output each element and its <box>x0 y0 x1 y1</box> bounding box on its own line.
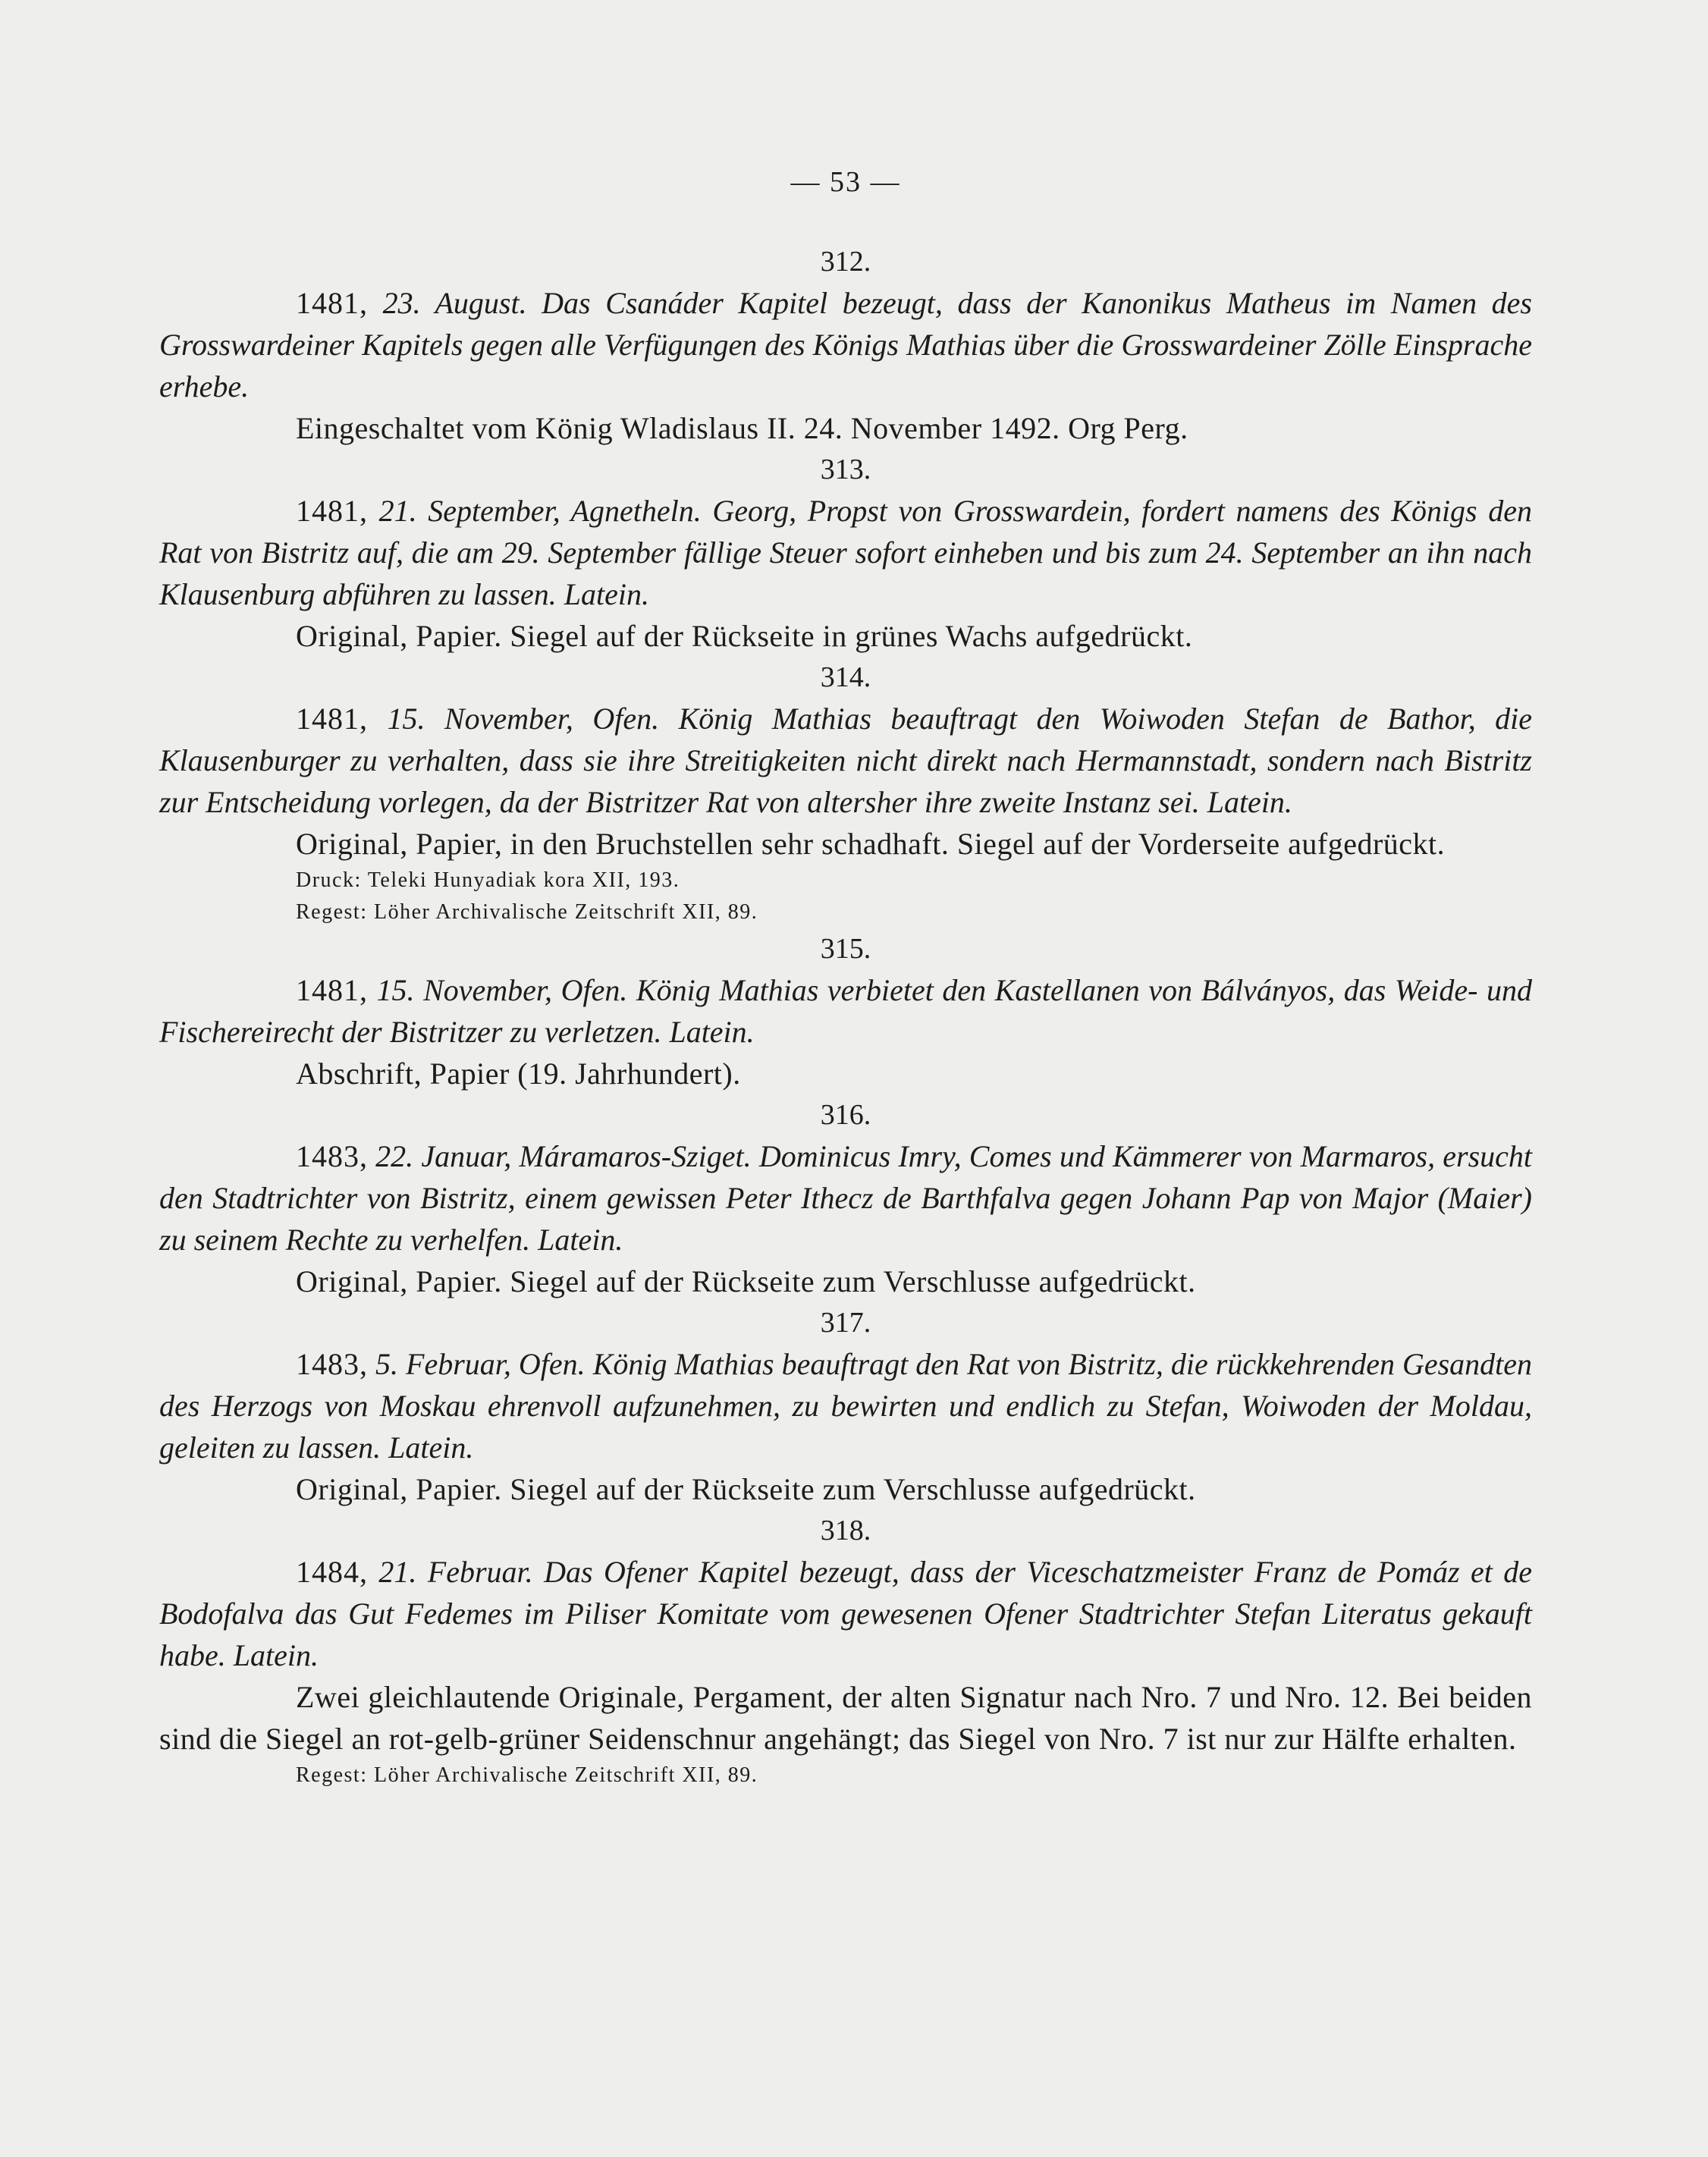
entry-year: 1481, <box>296 973 368 1007</box>
entry-312 <box>159 241 1532 449</box>
entry-313 <box>159 449 1532 657</box>
entry-317 <box>159 1302 1532 1510</box>
entry-number: 314. <box>820 661 871 693</box>
entry-315 <box>159 928 1532 1094</box>
entry-year: 1484, <box>296 1555 368 1589</box>
entry-316 <box>159 1094 1532 1302</box>
entry-number: 317. <box>820 1307 871 1339</box>
entry-summary: König Mathias beauftragt den Woiwoden Stefan de Bathor, die Klausenburger zu verhalten, dass sie ihre Streitigkeiten nicht direkt nach Hermannstadt, sondern nach Bistritz zur Entscheidung vorlegen, da der Bistritzer Rat von altersher ihre zweite Instanz sei. Latein. <box>159 702 1533 819</box>
document-page <box>159 159 1532 1995</box>
entry-date: 15. November, Ofen. <box>376 973 628 1007</box>
entry-summary: König Mathias verbietet den Kastellanen von Bálványos, das Weide- und Fischereirecht der Bistritzer zu verletzen. Latein. <box>159 973 1533 1049</box>
entry-summary: Das Csanáder Kapitel bezeugt, dass der Kanonikus Matheus im Namen des Grosswardeiner Kapitels gegen alle Verfügungen des Königs Mathias über die Grosswardeiner Zölle Einsprache erhebe. <box>159 286 1533 403</box>
entry-year: 1481, <box>296 702 368 736</box>
entry-summary: König Mathias beauftragt den Rat von Bistritz, die rückkehrenden Gesandten des Herzogs von Moskau ehrenvoll aufzunehmen, zu bewirten und endlich zu Stefan, Woiwoden der Moldau, geleiten zu lassen. Latein. <box>159 1347 1533 1465</box>
entry-date: 21. September, Agnetheln. <box>378 494 702 528</box>
entry-note: Eingeschaltet vom König Wladislaus II. 24. November 1492. Org Perg. <box>296 411 1188 445</box>
entry-year: 1481, <box>296 286 368 320</box>
entry-regest <box>159 698 1532 823</box>
entry-date: 5. Februar, Ofen. <box>375 1347 586 1381</box>
page-number: — 53 — <box>790 166 901 198</box>
entry-314 <box>159 657 1532 928</box>
entry-note: Abschrift, Papier (19. Jahrhundert). <box>296 1057 741 1091</box>
entry-note: Original, Papier. Siegel auf der Rückseite in grünes Wachs aufgedrückt. <box>296 619 1193 653</box>
entry-regest <box>159 490 1532 615</box>
entry-regest <box>159 1135 1532 1261</box>
entry-318 <box>159 1510 1532 1791</box>
entry-number: 316. <box>820 1099 871 1131</box>
entry-date: 15. November, Ofen. <box>387 702 660 736</box>
entry-summary: Das Ofener Kapitel bezeugt, dass der Viceschatzmeister Franz de Pomáz et de Bodofalva das Gut Fedemes im Piliser Komitate vom gewesenen Ofener Stadtrichter Stefan Literatus gekauft habe. Latein. <box>159 1555 1533 1672</box>
entry-year: 1481, <box>296 494 368 528</box>
regest-reference: Regest: Löher Archivalische Zeitschrift XII, 89. <box>296 1763 758 1787</box>
entry-number: 318. <box>820 1515 871 1546</box>
regest-reference: Regest: Löher Archivalische Zeitschrift XII, 89. <box>296 900 758 924</box>
entry-date: 21. Februar. <box>378 1555 533 1589</box>
entry-date: 22. Januar, Máramaros-Sziget. <box>375 1139 752 1173</box>
entry-note: Original, Papier, in den Bruchstellen sehr schadhaft. Siegel auf der Vorderseite aufgedrückt. <box>296 827 1446 861</box>
entry-number: 312. <box>820 246 871 278</box>
entry-summary: Georg, Propst von Grosswardein, fordert namens des Königs den Rat von Bistritz auf, die am 29. September fällige Steuer sofort einheben und bis zum 24. September an ihn nach Klausenburg abführen zu lassen. Latein. <box>159 494 1533 611</box>
entry-number: 315. <box>820 933 871 965</box>
entry-regest <box>159 969 1532 1053</box>
entry-regest <box>159 282 1532 407</box>
entry-summary: Dominicus Imry, Comes und Kämmerer von Marmaros, ersucht den Stadtrichter von Bistritz, einem gewissen Peter Ithecz de Barthfalva gegen Johann Pap von Major (Maier) zu seinem Rechte zu verhelfen. Latein. <box>159 1139 1533 1257</box>
entry-date: 23. August. <box>382 286 527 320</box>
entry-number: 313. <box>820 454 871 485</box>
entry-note: Original, Papier. Siegel auf der Rückseite zum Verschlusse aufgedrückt. <box>296 1264 1196 1298</box>
entry-year: 1483, <box>296 1347 368 1381</box>
print-reference: Druck: Teleki Hunyadiak kora XII, 193. <box>296 868 680 892</box>
entry-year: 1483, <box>296 1139 368 1173</box>
entry-note: Original, Papier. Siegel auf der Rückseite zum Verschlusse aufgedrückt. <box>296 1472 1196 1506</box>
entry-regest <box>159 1551 1532 1676</box>
entry-regest <box>159 1343 1532 1468</box>
entry-note: Zwei gleichlautende Originale, Pergament, der alten Signatur nach Nro. 7 und Nro. 12. Bei beiden sind die Siegel an rot-gelb-grüner Seidenschnur angehängt; das Siegel von Nro. 7 ist nur zur Hälfte erhalten. <box>159 1680 1532 1756</box>
